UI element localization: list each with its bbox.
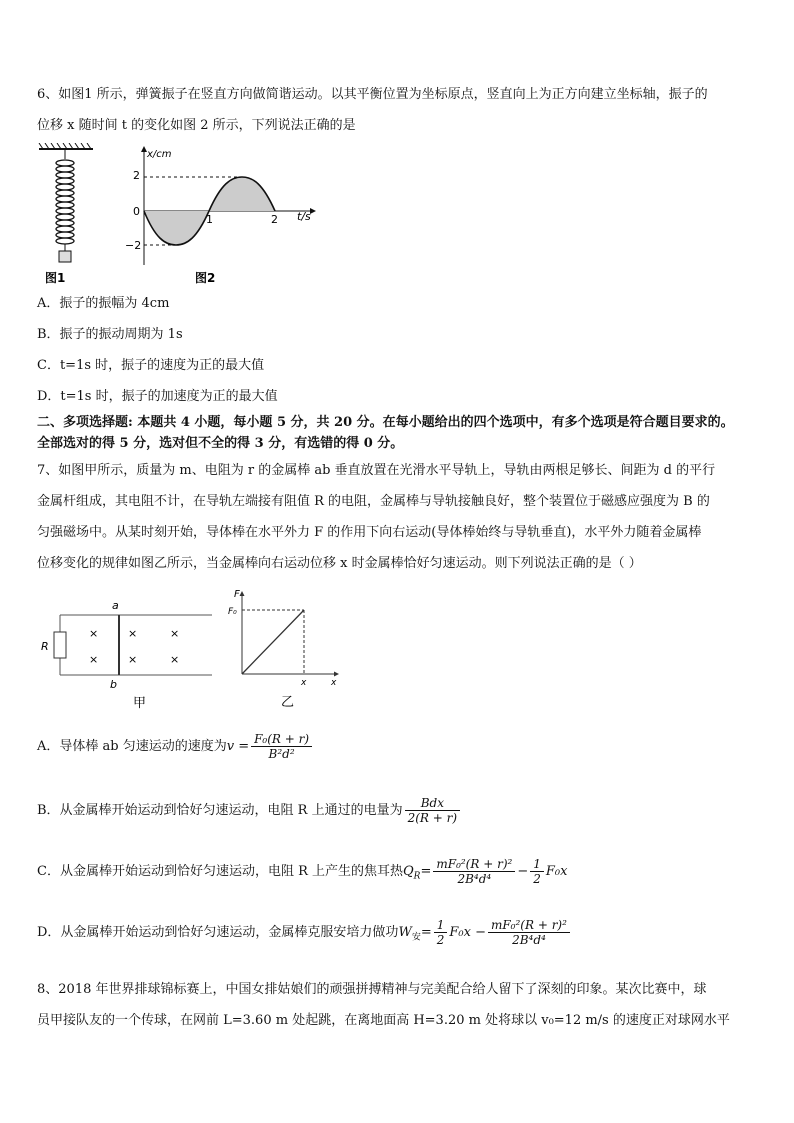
figure-1-spring bbox=[37, 143, 97, 285]
svg-text:F₀: F₀ bbox=[228, 607, 237, 617]
figure-jia-circuit bbox=[37, 595, 217, 710]
q6-option-a[interactable]: A．振子的振幅为 4cm bbox=[37, 296, 170, 311]
y-axis-label: x/cm bbox=[147, 149, 172, 160]
figure-yi-label: 乙 bbox=[281, 695, 295, 710]
field-mark: × bbox=[89, 653, 99, 666]
q7-line-3: 匀强磁场中。从某时刻开始，导体棒在水平外力 F 的作用下向右运动(导体棒始终与导轨垂直)，水平外力随着金属棒 bbox=[37, 525, 702, 540]
svg-text:R: R bbox=[41, 640, 49, 653]
ytick-neg2: −2 bbox=[125, 239, 142, 252]
figure-2-label: 图2 bbox=[195, 271, 216, 285]
field-mark: × bbox=[128, 627, 138, 640]
field-mark: × bbox=[170, 653, 180, 666]
q6-line-1: 6、如图1 所示，弹簧振子在竖直方向做简谐运动。以其平衡位置为坐标原点，竖直向上为正方向建立坐标轴，振子的 bbox=[37, 87, 708, 102]
svg-text:x: x bbox=[331, 678, 337, 688]
resistor-R bbox=[54, 632, 66, 658]
fx-line bbox=[242, 610, 304, 674]
svg-text:a: a bbox=[112, 599, 119, 612]
svg-text:x: x bbox=[301, 678, 307, 688]
xtick-2: 2 bbox=[271, 213, 278, 226]
q8-line-2: 员甲接队友的一个传球，在网前 L=3.60 m 处起跳，在离地面高 H=3.20 m 处将球以 v₀=12 m/s 的速度正对球网水平 bbox=[37, 1013, 730, 1028]
q7-line-1: 7、如图甲所示，质量为 m、电阻为 r 的金属棒 ab 垂直放置在光滑水平导轨上，导轨由两根足够长、间距为 d 的平行 bbox=[37, 463, 716, 478]
section-2-line-1: 二、多项选择题: 本题共 4 小题，每小题 5 分，共 20 分。在每小题给出的四个选项中，有多个选项是符合题目要求的。 bbox=[37, 415, 734, 430]
q6-option-b[interactable]: B．振子的振动周期为 1s bbox=[37, 327, 183, 342]
ytick-2: 2 bbox=[133, 169, 140, 182]
field-mark: × bbox=[170, 627, 180, 640]
figure-2-xt-graph bbox=[115, 143, 325, 285]
ytick-0: 0 bbox=[133, 205, 140, 218]
section-2-line-2: 全部选对的得 5 分，选对但不全的得 3 分，有选错的得 0 分。 bbox=[37, 436, 404, 451]
shaded-area-pos bbox=[209, 177, 275, 211]
x-axis-label: t/s bbox=[297, 210, 311, 223]
figure-yi-fx-graph bbox=[226, 588, 346, 710]
q7-line-2: 金属杆组成，其电阻不计，在导轨左端接有阻值 R 的电阻，金属棒与导轨接触良好，整个装置位于磁感应强度为 B 的 bbox=[37, 494, 710, 509]
q6-option-c[interactable]: C．t=1s 时，振子的速度为正的最大值 bbox=[37, 358, 265, 373]
q7-option-d[interactable]: D．从金属棒开始运动到恰好匀速运动，金属棒克服安培力做功$W_安=$ $\frac{1}{2}$ F₀x − $\frac{\text{mF₀²(R + r)²}}{\text{2B⁴d⁴}}$ bbox=[37, 918, 572, 947]
figure-jia-label: 甲 bbox=[133, 696, 147, 710]
q6-option-d[interactable]: D．t=1s 时，振子的加速度为正的最大值 bbox=[37, 389, 278, 404]
svg-text:F: F bbox=[234, 589, 240, 600]
q8-line-1: 8、2018 年世界排球锦标赛上，中国女排姑娘们的顽强拼搏精神与完美配合给人留下了深刻的印象。某次比赛中，球 bbox=[37, 982, 707, 997]
q6-line-2: 位移 x 随时间 t 的变化如图 2 所示，下列说法正确的是 bbox=[37, 118, 356, 133]
field-mark: × bbox=[89, 627, 99, 640]
q7-line-4: 位移变化的规律如图乙所示，当金属棒向右运动位移 x 时金属棒恰好匀速运动。则下列说法正确的是（ ） bbox=[37, 556, 642, 571]
svg-text:b: b bbox=[110, 678, 117, 691]
xtick-1: 1 bbox=[206, 213, 213, 226]
q7-option-c[interactable]: C．从金属棒开始运动到恰好匀速运动，电阻 R 上产生的焦耳热$Q_R=$ $\frac{\text{mF₀²(R + r)²}}{\text{2B⁴d⁴}}$ − $\frac{1}{2}$ F₀x bbox=[37, 857, 568, 886]
field-mark: × bbox=[128, 653, 138, 666]
figure-1-label: 图1 bbox=[45, 271, 66, 285]
q7-option-b[interactable]: B．从金属棒开始运动到恰好匀速运动，电阻 R 上通过的电量为 $\frac{\text{Bdx}}{2(R + r)}$ bbox=[37, 796, 462, 825]
q7-option-a[interactable]: A．导体棒 ab 匀速运动的速度为v = $\frac{\text{F₀(R + r)}}{\text{B²d²}}$ bbox=[37, 732, 314, 761]
